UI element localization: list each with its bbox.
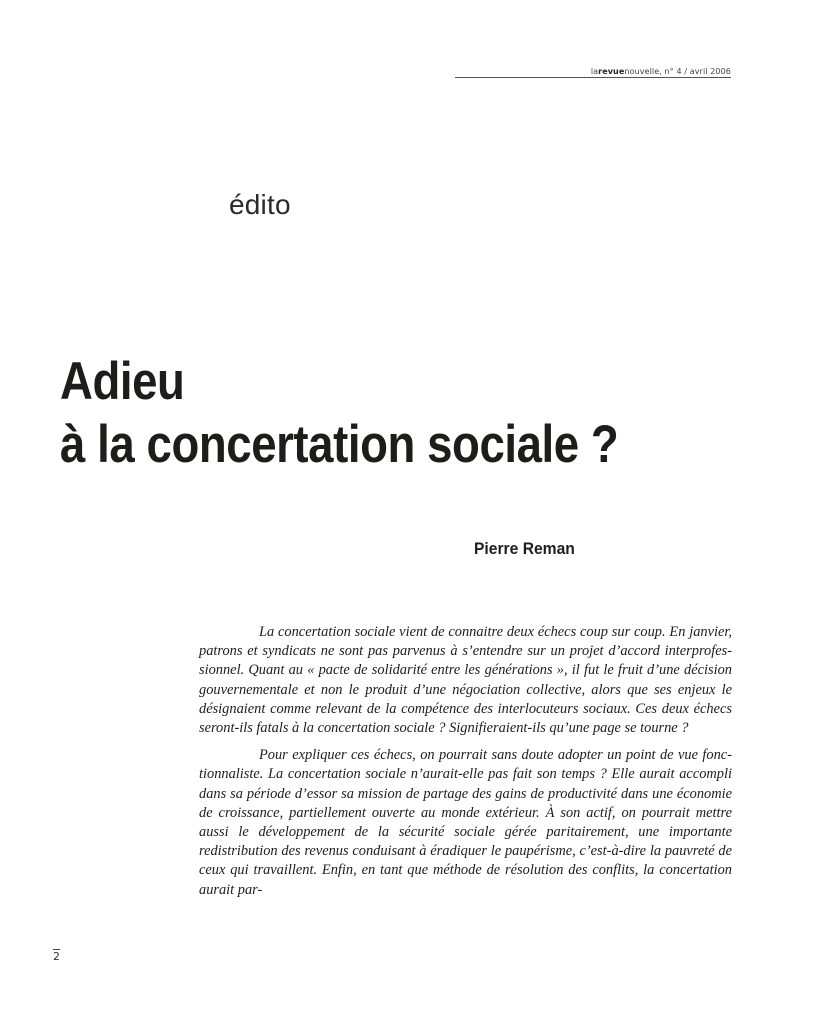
article-body	[199, 623, 732, 908]
running-head	[455, 67, 731, 76]
journal-name-suffix: nouvelle	[624, 67, 660, 76]
page-number: 2	[53, 950, 60, 963]
article-title	[60, 350, 618, 476]
article-title-line-1: Adieu	[60, 352, 185, 411]
body-paragraph-1: La concertation sociale vient de connaitre deux échecs coup sur coup. En janvier, patrons et syndicats ne sont pas parvenus à s’entendre sur un projet d’accord interprofessionnel. Quant au « pacte de solidarité entre les générations », il fut le fruit d’une décision gouvernementale et non le produit d’une négociation collective, alors que ses enjeux le désignaient comme relevant de la compétence des interlocuteurs sociaux. Ces deux échecs seront-ils fatals à la concertation sociale ? Signifieraient-ils qu’une page se tourne ?	[199, 624, 732, 737]
body-paragraph-2: Pour expliquer ces échecs, on pourrait sans doute adopter un point de vue fonctionnaliste. La concertation sociale n’aurait-elle pas fait son temps ? Elle aurait accompli dans sa période d’essor sa mission de partage des gains de productivité dans une économie de croissance, partiellement ouverte au monde extérieur. À son actif, on pourrait mettre aussi le développement de la sécurité sociale gérée paritairement, une importante redistribution des revenus conduisant à éradiquer le paupérisme, c’est-à-dire la pauvreté de ceux qui travaillent. Enfin, en tant que méthode de résolution des conflits, la concertation aurait par-	[199, 747, 732, 898]
journal-name-prefix: la	[590, 67, 599, 76]
article-title-line-2: à la concertation sociale ?	[60, 415, 619, 474]
journal-name-bold: revue	[598, 67, 625, 76]
header-rule	[455, 77, 731, 78]
issue-info: , n° 4 / avril 2006	[659, 67, 731, 76]
section-rubric: édito	[229, 189, 291, 220]
author-name: Pierre Reman	[474, 539, 575, 558]
